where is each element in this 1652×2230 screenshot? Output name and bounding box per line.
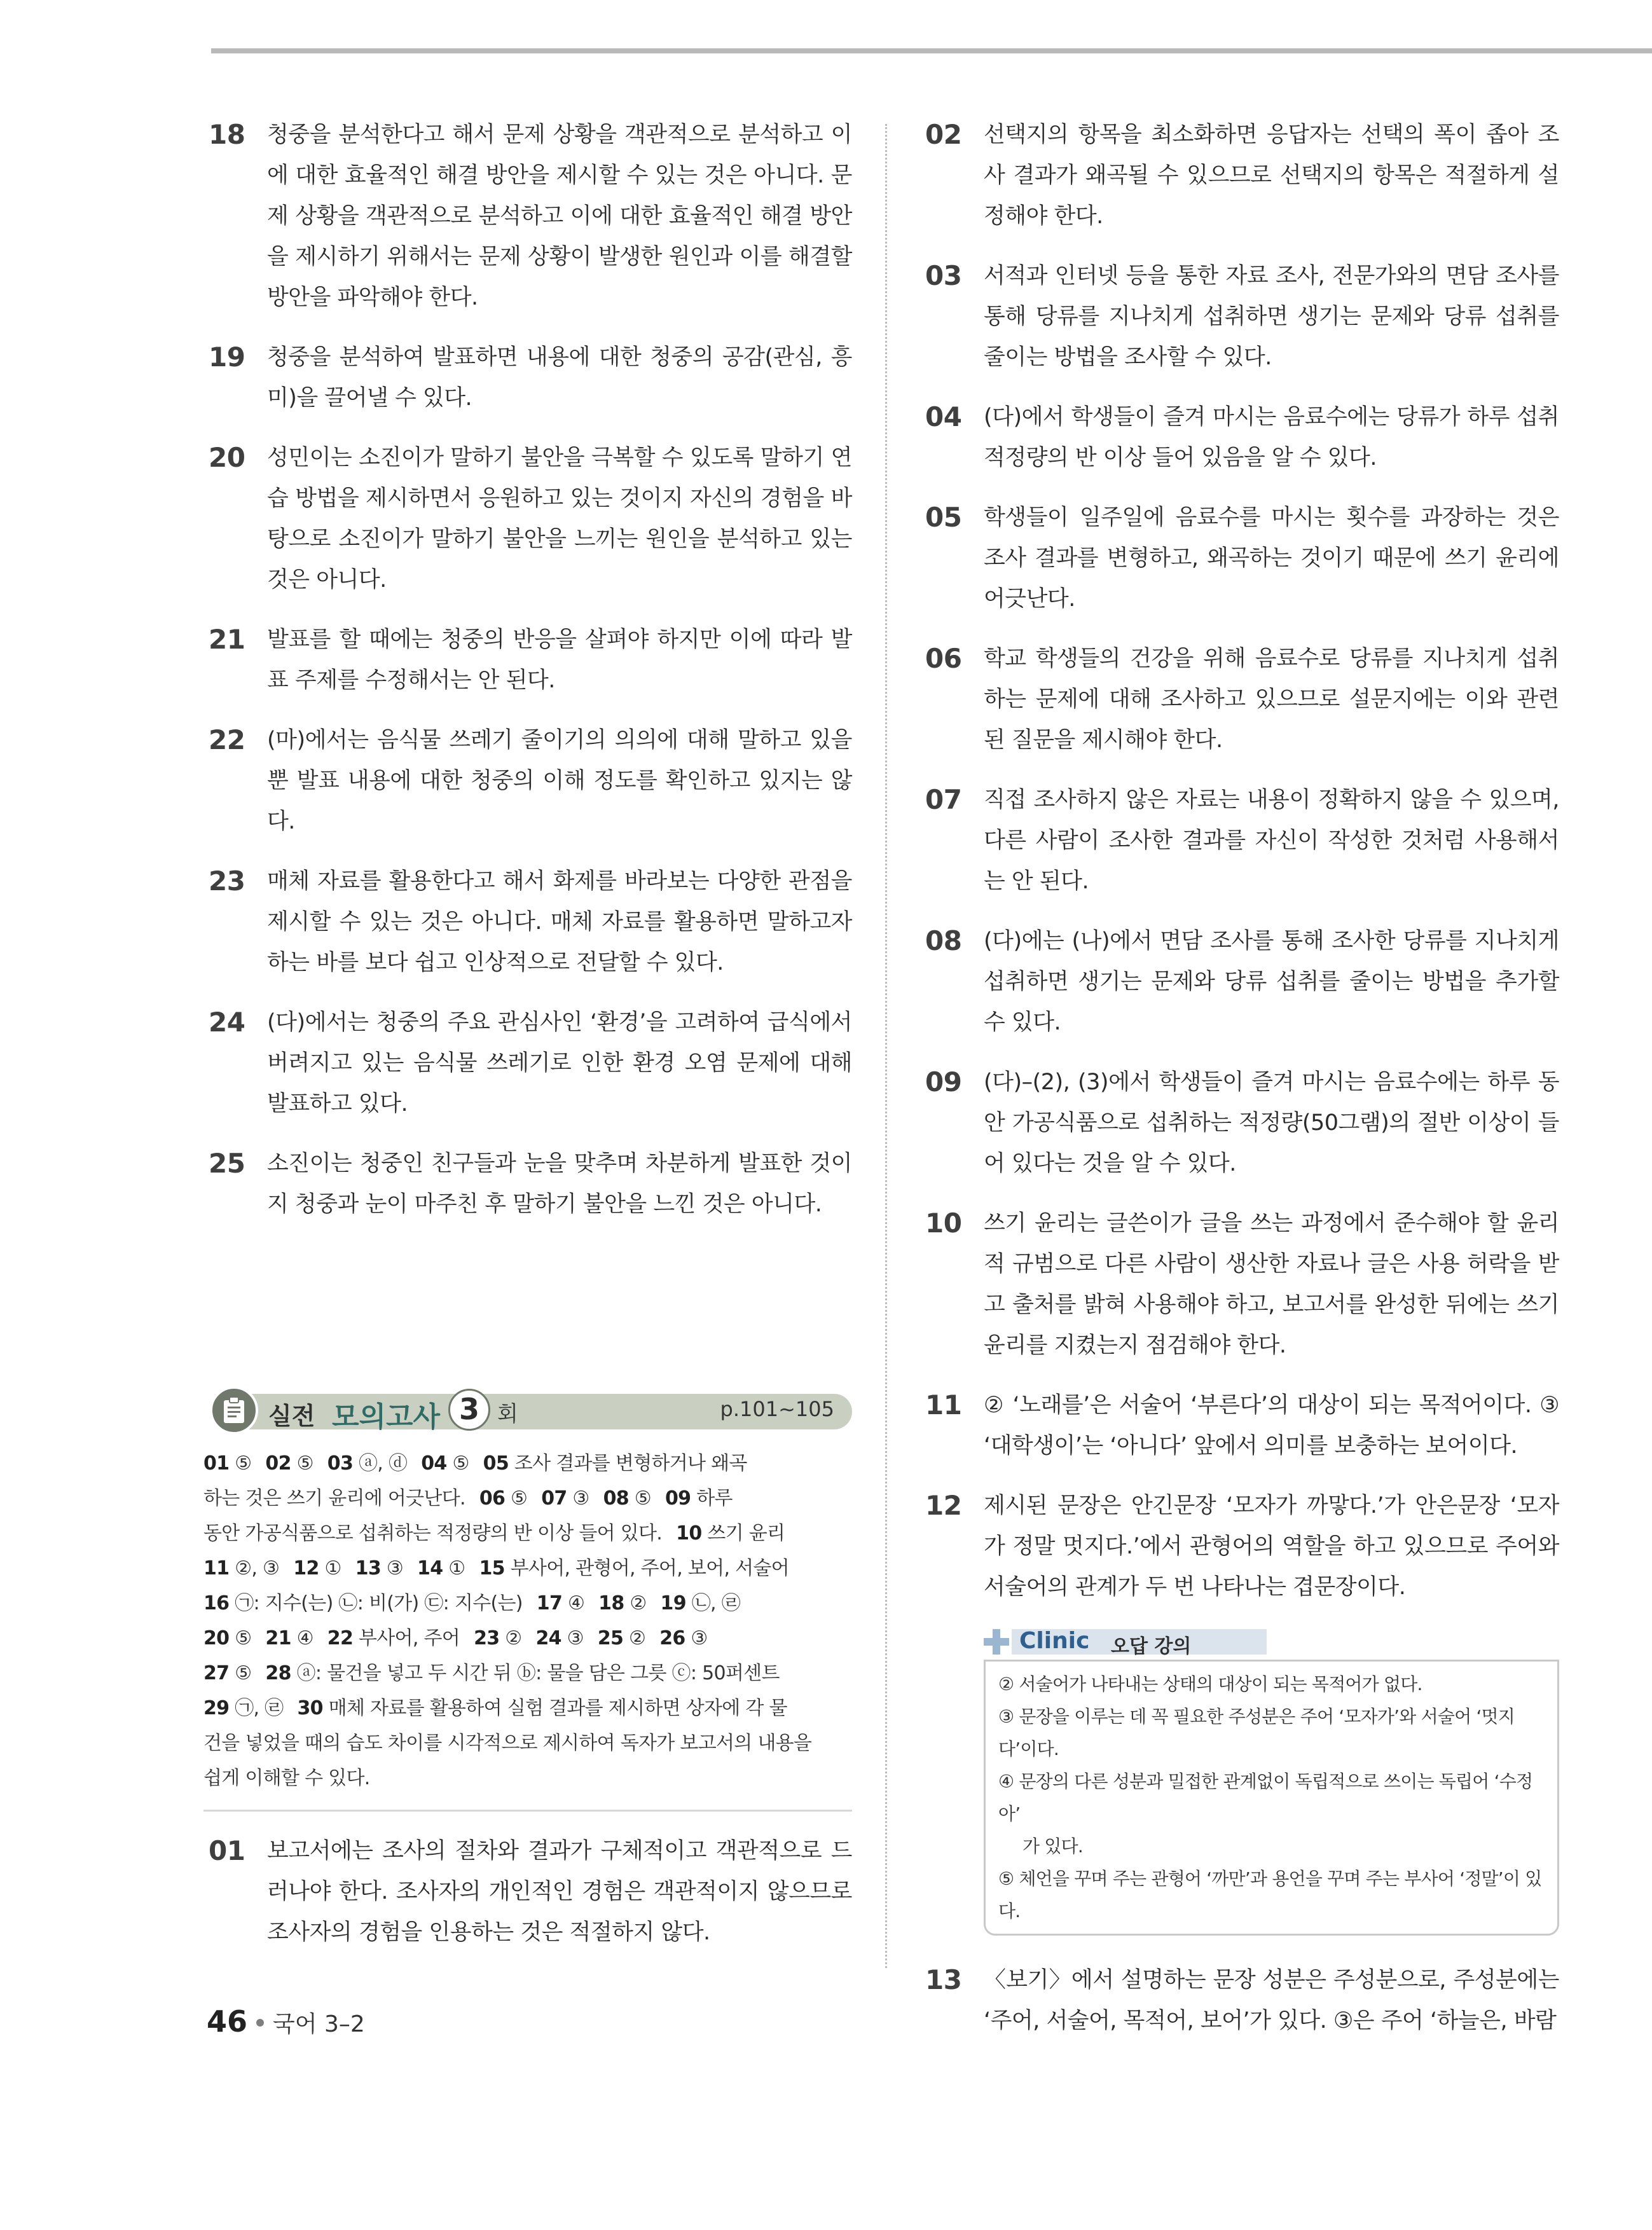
clinic-item: ④ 문장의 다른 성분과 밀접한 관계없이 독립적으로 쓰이는 독립어 ‘수정아’: [998, 1771, 1533, 1824]
answer-row: [203, 1761, 852, 1796]
question-text: (마)에서는 음식물 쓰레기 줄이기의 의의에 대해 말하고 있을 뿐 발표 내용에 대한 청중의 이해 정도를 확인하고 있지는 않다.: [267, 727, 852, 834]
answer-value: 하는 것은 쓰기 윤리에 어긋난다.: [203, 1487, 465, 1510]
question-number: 02: [925, 119, 962, 150]
answer-number: 07: [541, 1487, 567, 1510]
question-text: 학생들이 일주일에 음료수를 마시는 횟수를 과장하는 것은 조사 결과를 변형하고, 왜곡하는 것이기 때문에 쓰기 윤리에 어긋난다.: [984, 505, 1559, 612]
answer-number: 23: [474, 1627, 500, 1649]
question-item: [920, 1062, 1559, 1184]
question-number: 21: [209, 624, 245, 655]
clinic-item: ③ 문장을 이루는 데 꼭 필요한 주성분은 주어 ‘모자가’와 서술어 ‘멋지다’이다.: [998, 1706, 1515, 1759]
answer-value: ⑤: [505, 1487, 528, 1510]
question-item: [920, 1203, 1559, 1366]
spacer: [203, 1244, 852, 1389]
question-text: 청중을 분석하여 발표하면 내용에 대한 청중의 공감(관심, 흥미)을 끌어낼 수 있다.: [267, 345, 852, 411]
answer-row: [203, 1621, 852, 1656]
question-number: 13: [925, 1964, 962, 1995]
question-text: 보고서에는 조사의 절차와 결과가 구체적이고 객관적으로 드러나야 한다. 조사자의 개인적인 경험은 객관적이지 않으므로 조사자의 경험을 인용하는 것은 적절하지 않다.: [267, 1838, 852, 1945]
question-list-right-a: [920, 114, 1559, 1607]
question-number: 22: [209, 724, 245, 755]
question-number: 03: [925, 260, 962, 291]
answer-number: 12: [293, 1557, 319, 1580]
question-number: 11: [925, 1389, 962, 1421]
answer-number: 15: [479, 1557, 505, 1580]
question-list-right-b: [920, 1960, 1559, 2041]
answer-row: [203, 1481, 852, 1516]
question-text: 소진이는 청중인 친구들과 눈을 맞추며 차분하게 발표한 것이지 청중과 눈이 마주친 후 말하기 불안을 느낀 것은 아니다.: [267, 1151, 852, 1217]
answer-number: 01: [203, 1452, 230, 1475]
answer-value: ③: [685, 1627, 708, 1649]
answer-value: ②, ③: [229, 1557, 280, 1580]
answer-number: 27: [203, 1662, 230, 1684]
question-item: [920, 1960, 1559, 2041]
question-item: [920, 921, 1559, 1043]
answer-value: ④: [562, 1592, 585, 1614]
clinic-content: [984, 1660, 1559, 1936]
answer-row: [203, 1551, 852, 1586]
question-item: [203, 114, 852, 318]
answer-number: 02: [265, 1452, 291, 1475]
section-divider: [203, 1810, 852, 1812]
answer-number: 24: [535, 1627, 561, 1649]
answer-number: 17: [536, 1592, 563, 1614]
answer-value: ①: [319, 1557, 341, 1580]
answer-key: [203, 1446, 852, 1796]
question-item: [203, 720, 852, 842]
answer-number: 06: [479, 1487, 506, 1510]
answer-number: 09: [665, 1487, 691, 1510]
question-number: 05: [925, 502, 962, 533]
question-text: (다)에서 학생들이 즐겨 마시는 음료수에는 당류가 하루 섭취 적정량의 반 이상 들어 있음을 알 수 있다.: [984, 404, 1559, 471]
answer-row: [203, 1656, 852, 1691]
answer-value: 동안 가공식품으로 섭취하는 적정량의 반 이상 들어 있다.: [203, 1522, 663, 1545]
answer-value: ④: [291, 1627, 313, 1649]
question-number: 06: [925, 643, 962, 674]
question-item: [920, 256, 1559, 378]
question-item: [203, 1002, 852, 1124]
question-number: 19: [209, 341, 245, 373]
answer-value: 쓰기 윤리: [701, 1522, 785, 1545]
question-item: [920, 638, 1559, 761]
question-item: [203, 619, 852, 701]
question-list-left-a: [203, 114, 852, 1225]
answer-number: 05: [483, 1452, 509, 1475]
question-text: (다)에는 (나)에서 면담 조사를 통해 조사한 당류를 지나치게 섭취하면 생기는 문제와 당류 섭취를 줄이는 방법을 추가할 수 있다.: [984, 928, 1559, 1035]
question-text: 성민이는 소진이가 말하기 불안을 극복할 수 있도록 말하기 연습 방법을 제시하면서 응원하고 있는 것이지 자신의 경험을 바탕으로 소진이가 말하기 불안을 느끼는 원인을 분석하고 있는 것은 아니다.: [267, 445, 852, 593]
right-column: [920, 114, 1559, 2060]
answer-number: 14: [417, 1557, 443, 1580]
left-column: [203, 114, 852, 1972]
clipboard-icon: [210, 1386, 258, 1435]
answer-value: 매체 자료를 활용하여 실험 결과를 제시하면 상자에 각 물: [322, 1697, 787, 1719]
question-number: 04: [925, 401, 962, 432]
answer-number: 29: [203, 1697, 230, 1719]
question-text: 서적과 인터넷 등을 통한 자료 조사, 전문가와의 면담 조사를 통해 당류를 지나치게 섭취하면 생기는 문제와 당류 섭취를 줄이는 방법을 조사할 수 있다.: [984, 263, 1559, 370]
answer-number: 19: [660, 1592, 686, 1614]
question-item: [920, 1385, 1559, 1466]
question-item: [203, 861, 852, 983]
question-text: 〈보기〉에서 설명하는 문장 성분은 주성분으로, 주성분에는 ‘주어, 서술어, 목적어, 보어’가 있다. ③은 주어 ‘하늘은, 바람: [984, 1967, 1559, 2034]
question-number: 10: [925, 1208, 962, 1239]
banner-label: 실전: [268, 1402, 315, 1430]
question-number: 12: [925, 1490, 962, 1521]
column-divider: [885, 124, 887, 1968]
answer-value: ⓐ: 물건을 넣고 두 시간 뒤 ⓑ: 물을 담은 그릇 ⓒ: 50퍼센트: [291, 1662, 780, 1684]
answer-value: ③: [567, 1487, 589, 1510]
answer-value: ③: [381, 1557, 404, 1580]
question-number: 01: [209, 1835, 245, 1866]
page-number: 46: [207, 2004, 248, 2039]
question-text: (다)에서는 청중의 주요 관심사인 ‘환경’을 고려하여 급식에서 버려지고 있는 음식물 쓰레기로 인한 환경 오염 문제에 대해 발표하고 있다.: [267, 1010, 852, 1117]
answer-number: 18: [598, 1592, 624, 1614]
answer-value: ㉡, ㉣: [685, 1592, 741, 1614]
question-text: 쓰기 윤리는 글쓴이가 글을 쓰는 과정에서 준수해야 할 윤리적 규범으로 다른 사람이 생산한 자료나 글은 사용 허락을 받고 출처를 밝혀 사용해야 하고, 보고서를 완성한 뒤에는 쓰기 윤리를 지켰는지 점검해야 한다.: [984, 1211, 1559, 1358]
clinic-item: ② 서술어가 나타내는 상태의 대상이 되는 목적어가 없다.: [998, 1674, 1422, 1695]
question-text: 제시된 문장은 안긴문장 ‘모자가 까맣다.’가 안은문장 ‘모자가 정말 멋지다.’에서 관형어의 역할을 하고 있으므로 주어와 서술어의 관계가 두 번 나타나는 겹문장이다.: [984, 1493, 1559, 1600]
question-item: [203, 1143, 852, 1225]
question-text: 학교 학생들의 건강을 위해 음료수로 당류를 지나치게 섭취하는 문제에 대해 조사하고 있으므로 설문지에는 이와 관련된 질문을 제시해야 한다.: [984, 646, 1559, 753]
answer-value: ⑤: [229, 1627, 252, 1649]
bullet-icon: [256, 2019, 264, 2027]
question-text: 매체 자료를 활용한다고 해서 화제를 바라보는 다양한 관점을 제시할 수 있는 것은 아니다. 매체 자료를 활용하면 말하고자 하는 바를 보다 쉽고 인상적으로 전달할 수 있다.: [267, 869, 852, 975]
answer-value: ③: [561, 1627, 584, 1649]
question-text: 직접 조사하지 않은 자료는 내용이 정확하지 않을 수 있으며, 다른 사람이 조사한 결과를 자신이 작성한 것처럼 사용해서는 안 된다.: [984, 787, 1559, 894]
answer-number: 03: [327, 1452, 354, 1475]
answer-value: 조사 결과를 변형하거나 왜곡: [509, 1452, 747, 1475]
section-banner: [210, 1389, 852, 1431]
answer-value: ⑤: [446, 1452, 469, 1475]
banner-title: 모의고사: [332, 1401, 441, 1433]
answer-number: 20: [203, 1627, 230, 1649]
question-item: [920, 1485, 1559, 1607]
question-text: 선택지의 항목을 최소화하면 응답자는 선택의 폭이 좁아 조사 결과가 왜곡될 수 있으므로 선택지의 항목은 적절하게 설정해야 한다.: [984, 122, 1559, 229]
question-item: [920, 780, 1559, 902]
page-range: p.101~105: [720, 1397, 834, 1421]
question-item: [203, 437, 852, 600]
clinic-subtitle: 오답 강의: [1111, 1635, 1192, 1658]
plus-icon: [984, 1629, 1009, 1655]
top-rule: [211, 48, 1652, 53]
question-item: [203, 1831, 852, 1953]
answer-number: 04: [421, 1452, 447, 1475]
answer-number: 16: [203, 1592, 230, 1614]
answer-value: ⑤: [291, 1452, 313, 1475]
clinic-header: [984, 1627, 1559, 1660]
answer-number: 11: [203, 1557, 230, 1580]
question-number: 20: [209, 442, 245, 473]
answer-value: 부사어, 주어: [353, 1627, 460, 1649]
answer-value: ②: [624, 1592, 647, 1614]
answer-number: 28: [265, 1662, 291, 1684]
answer-number: 26: [659, 1627, 685, 1649]
answer-value: ⑤: [229, 1662, 252, 1684]
answer-value: 건을 넣었을 때의 습도 차이를 시각적으로 제시하여 독자가 보고서의 내용을: [203, 1732, 812, 1754]
clinic-box: [984, 1627, 1559, 1936]
answer-value: ①: [443, 1557, 465, 1580]
round-suffix: 회: [497, 1401, 518, 1427]
answer-number: 22: [327, 1627, 354, 1649]
answer-value: ②: [623, 1627, 646, 1649]
question-item: [920, 497, 1559, 619]
question-item: [203, 337, 852, 418]
page-footer: [207, 2004, 365, 2039]
question-text: 청중을 분석한다고 해서 문제 상황을 객관적으로 분석하고 이에 대한 효율적인 해결 방안을 제시할 수 있는 것은 아니다. 문제 상황을 객관적으로 분석하고 이에 대한 효율적인 해결 방안을 제시하기 위해서는 문제 상황이 발생한 원인과 이를 해결할 방안을 파악해야 한다.: [267, 122, 852, 310]
question-number: 23: [209, 865, 245, 897]
answer-number: 08: [603, 1487, 629, 1510]
question-item: [920, 114, 1559, 237]
round-number: 3: [448, 1389, 490, 1431]
question-text: 발표를 할 때에는 청중의 반응을 살펴야 하지만 이에 따라 발표 주제를 수정해서는 안 된다.: [267, 627, 852, 693]
answer-number: 21: [265, 1627, 291, 1649]
answer-value: 쉽게 이해할 수 있다.: [203, 1767, 370, 1789]
answer-row: [203, 1446, 852, 1481]
clinic-title: Clinic: [1019, 1628, 1090, 1654]
question-number: 07: [925, 784, 962, 815]
question-text: (다)–(2), (3)에서 학생들이 즐겨 마시는 음료수에는 하루 동안 가공식품으로 섭취하는 적정량(50그램)의 절반 이상이 들어 있다는 것을 알 수 있다.: [984, 1070, 1559, 1176]
answer-value: ㉠, ㉣: [229, 1697, 284, 1719]
question-list-left-b: [203, 1831, 852, 1953]
answer-value: ②: [499, 1627, 522, 1649]
answer-number: 10: [676, 1522, 702, 1545]
answer-number: 30: [297, 1697, 323, 1719]
answer-value: ⑤: [628, 1487, 651, 1510]
question-number: 24: [209, 1007, 245, 1038]
answer-number: 13: [355, 1557, 382, 1580]
answer-row: [203, 1516, 852, 1551]
clinic-item: 가 있다.: [1022, 1836, 1083, 1857]
answer-value: ㉠: 지수(는) ㉡: 비(가) ㉢: 지수(는): [229, 1592, 523, 1614]
question-number: 18: [209, 119, 245, 150]
clinic-item: ⑤ 체언을 꾸며 주는 관형어 ‘까만’과 용언을 꾸며 주는 부사어 ‘정말’이 있다.: [998, 1868, 1542, 1922]
answer-value: ⓐ, ⓓ: [353, 1452, 408, 1475]
question-number: 08: [925, 925, 962, 956]
answer-row: [203, 1586, 852, 1621]
book-title: 국어 3–2: [273, 2011, 365, 2037]
answer-value: 부사어, 관형어, 주어, 보어, 서술어: [504, 1557, 789, 1580]
question-number: 09: [925, 1066, 962, 1098]
question-item: [920, 397, 1559, 478]
answer-row: [203, 1691, 852, 1726]
answer-value: 하루: [691, 1487, 733, 1510]
answer-number: 25: [597, 1627, 624, 1649]
question-text: ② ‘노래를’은 서술어 ‘부른다’의 대상이 되는 목적어이다. ③ ‘대학생이’는 ‘아니다’ 앞에서 의미를 보충하는 보어이다.: [984, 1393, 1559, 1459]
question-number: 25: [209, 1148, 245, 1179]
answer-row: [203, 1726, 852, 1761]
answer-value: ⑤: [229, 1452, 252, 1475]
